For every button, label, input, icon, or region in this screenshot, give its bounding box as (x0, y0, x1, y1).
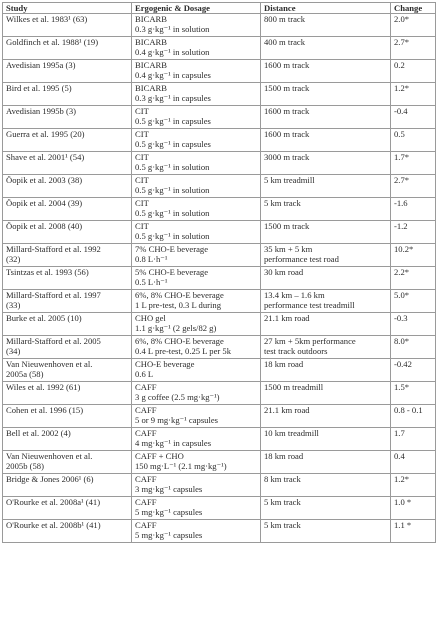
dosage-line: 0.5 g·kg⁻¹ in solution (135, 231, 210, 242)
distance-line: 5 km track (264, 198, 301, 209)
study-line: Bird et al. 1995 (5) (6, 83, 72, 94)
distance-cell (261, 106, 391, 129)
study-line: Öopik et al. 2008 (40) (6, 221, 83, 232)
dosage-line: CAFF + CHO (135, 451, 184, 462)
distance-line: 30 km road (264, 267, 304, 278)
change-cell: 5.0* (391, 290, 436, 313)
study-line: Avedisian 1995b (3) (6, 106, 77, 117)
dosage-line: 0.8 L·h⁻¹ (135, 254, 168, 265)
distance-line: 400 m track (264, 37, 306, 48)
table-row (3, 267, 436, 290)
table-row (3, 83, 436, 106)
dosage-line: 0.5 g·kg⁻¹ in solution (135, 185, 210, 196)
study-cell (3, 244, 132, 267)
change-cell: 1.2* (391, 474, 436, 497)
dosage-line: 0.4 L pre-test, 0.25 L per 5k (135, 346, 232, 357)
change-cell: 0.2 (391, 60, 436, 83)
study-line: (32) (6, 254, 21, 265)
study-cell (3, 129, 132, 152)
table-row (3, 152, 436, 175)
change-cell: 2.0* (391, 14, 436, 37)
study-cell (3, 175, 132, 198)
dosage-line: 0.5 g·kg⁻¹ in solution (135, 162, 210, 173)
table-row (3, 497, 436, 520)
distance-line: 1500 m track (264, 221, 310, 232)
distance-line: 5 km track (264, 497, 301, 508)
dosage-cell (132, 152, 261, 175)
dosage-line: 1 L pre-test, 0.3 L during (135, 300, 221, 311)
change-cell: 8.0* (391, 336, 436, 359)
dosage-line: 0.6 L (135, 369, 154, 380)
change-cell: -0.4 (391, 106, 436, 129)
change-cell: 2.7* (391, 37, 436, 60)
change-cell: 10.2* (391, 244, 436, 267)
dosage-line: CAFF (135, 520, 157, 531)
study-line: Bell et al. 2002 (4) (6, 428, 71, 439)
dosage-line: BICARB (135, 37, 167, 48)
supplement-studies-table (2, 2, 436, 543)
distance-cell (261, 14, 391, 37)
distance-cell (261, 520, 391, 543)
dosage-line: CIT (135, 198, 149, 209)
study-line: Van Nieuwenhoven et al. (6, 451, 93, 462)
dosage-line: 4 mg·kg⁻¹ in capsules (135, 438, 212, 449)
change-cell: 1.2* (391, 83, 436, 106)
distance-line: 13.4 km – 1.6 km (264, 290, 325, 301)
distance-line: performance test road (264, 254, 339, 265)
dosage-cell (132, 106, 261, 129)
dosage-line: 3 g coffee (2.5 mg·kg⁻¹) (135, 392, 220, 403)
table-row (3, 382, 436, 405)
study-cell (3, 405, 132, 428)
table-row (3, 428, 436, 451)
dosage-cell (132, 221, 261, 244)
study-cell (3, 290, 132, 313)
distance-cell (261, 336, 391, 359)
dosage-cell (132, 14, 261, 37)
study-cell (3, 359, 132, 382)
distance-line: performance test treadmill (264, 300, 355, 311)
table-row (3, 244, 436, 267)
distance-line: 10 km treadmill (264, 428, 319, 439)
dosage-line: CIT (135, 106, 149, 117)
dosage-line: 6%, 8% CHO-E beverage (135, 336, 224, 347)
dosage-line: 7% CHO-E beverage (135, 244, 209, 255)
distance-line: 27 km + 5km performance (264, 336, 356, 347)
dosage-line: CHO gel (135, 313, 166, 324)
study-cell (3, 37, 132, 60)
dosage-line: 6%, 8% CHO-E beverage (135, 290, 224, 301)
dosage-line: CIT (135, 175, 149, 186)
distance-line: 1500 m track (264, 83, 310, 94)
dosage-line: 150 mg·L⁻¹ (2.1 mg·kg⁻¹) (135, 461, 227, 472)
dosage-cell (132, 175, 261, 198)
dosage-line: CAFF (135, 405, 157, 416)
table-container (2, 2, 435, 616)
change-cell: 1.1 * (391, 520, 436, 543)
distance-line: 18 km road (264, 451, 304, 462)
table-row (3, 520, 436, 543)
study-line: Goldfinch et al. 1988¹ (19) (6, 37, 99, 48)
change-cell: 0.4 (391, 451, 436, 474)
study-cell (3, 198, 132, 221)
table-row (3, 106, 436, 129)
study-cell (3, 267, 132, 290)
study-cell (3, 152, 132, 175)
dosage-cell (132, 336, 261, 359)
dosage-cell (132, 37, 261, 60)
study-cell (3, 520, 132, 543)
dosage-cell (132, 520, 261, 543)
study-cell (3, 83, 132, 106)
distance-line: 8 km track (264, 474, 301, 485)
change-cell: 1.7 (391, 428, 436, 451)
distance-cell (261, 267, 391, 290)
distance-line: 1600 m track (264, 106, 310, 117)
study-line: (34) (6, 346, 21, 357)
table-row (3, 175, 436, 198)
table-body (3, 14, 436, 543)
dosage-line: 0.5 g·kg⁻¹ in capsules (135, 116, 211, 127)
dosage-line: 0.4 g·kg⁻¹ in solution (135, 47, 210, 58)
study-line: Burke et al. 2005 (10) (6, 313, 82, 324)
study-cell (3, 474, 132, 497)
dosage-line: CIT (135, 129, 149, 140)
study-cell (3, 14, 132, 37)
change-cell: 1.0 * (391, 497, 436, 520)
dosage-line: CAFF (135, 428, 157, 439)
dosage-line: CIT (135, 152, 149, 163)
dosage-cell (132, 290, 261, 313)
distance-cell (261, 244, 391, 267)
study-line: Avedisian 1995a (3) (6, 60, 76, 71)
table-row (3, 290, 436, 313)
table-row (3, 221, 436, 244)
dosage-cell (132, 359, 261, 382)
study-line: Tsintzas et al. 1993 (56) (6, 267, 89, 278)
distance-cell (261, 37, 391, 60)
study-line: 2005b (58) (6, 461, 44, 472)
study-cell (3, 313, 132, 336)
study-line: Öopik et al. 2003 (38) (6, 175, 83, 186)
study-line: Shave et al. 2001¹ (54) (6, 152, 85, 163)
dosage-cell (132, 267, 261, 290)
change-cell: -1.6 (391, 198, 436, 221)
dosage-line: 0.3 g·kg⁻¹ in capsules (135, 93, 211, 104)
change-cell: -1.2 (391, 221, 436, 244)
study-cell (3, 221, 132, 244)
dosage-cell (132, 60, 261, 83)
distance-line: 5 km track (264, 520, 301, 531)
distance-cell (261, 129, 391, 152)
dosage-line: 0.5 g·kg⁻¹ in solution (135, 208, 210, 219)
dosage-line: BICARB (135, 14, 167, 25)
dosage-cell (132, 497, 261, 520)
study-line: O'Rourke et al. 2008a¹ (41) (6, 497, 101, 508)
header-row (3, 3, 436, 14)
study-cell (3, 451, 132, 474)
study-line: O'Rourke et al. 2008b¹ (41) (6, 520, 101, 531)
study-line: 2005a (58) (6, 369, 44, 380)
distance-cell (261, 152, 391, 175)
dosage-cell (132, 129, 261, 152)
distance-line: 21.1 km road (264, 405, 310, 416)
distance-cell (261, 290, 391, 313)
dosage-line: 0.4 g·kg⁻¹ in capsules (135, 70, 211, 81)
study-line: Wilkes et al. 1983¹ (63) (6, 14, 88, 25)
study-cell (3, 60, 132, 83)
table-row (3, 474, 436, 497)
distance-line: 5 km treadmill (264, 175, 315, 186)
dosage-line: 0.3 g·kg⁻¹ in solution (135, 24, 210, 35)
dosage-cell (132, 244, 261, 267)
distance-cell (261, 221, 391, 244)
header-distance: Distance (261, 3, 391, 14)
change-cell: 1.7* (391, 152, 436, 175)
table-row (3, 336, 436, 359)
study-line: Guerra et al. 1995 (20) (6, 129, 85, 140)
header-study: Study (3, 3, 132, 14)
distance-cell (261, 405, 391, 428)
distance-line: 1500 m treadmill (264, 382, 324, 393)
study-line: Bridge & Jones 2006¹ (6) (6, 474, 94, 485)
table-row (3, 198, 436, 221)
distance-cell (261, 451, 391, 474)
dosage-line: 3 mg·kg⁻¹ capsules (135, 484, 203, 495)
distance-line: 800 m track (264, 14, 306, 25)
study-cell (3, 336, 132, 359)
table-row (3, 37, 436, 60)
distance-cell (261, 428, 391, 451)
study-line: Millard-Stafford et al. 1992 (6, 244, 101, 255)
distance-line: 3000 m track (264, 152, 310, 163)
table-row (3, 60, 436, 83)
distance-line: 35 km + 5 km (264, 244, 313, 255)
distance-line: test track outdoors (264, 346, 328, 357)
dosage-line: CHO-E beverage (135, 359, 195, 370)
dosage-line: CAFF (135, 474, 157, 485)
dosage-line: BICARB (135, 83, 167, 94)
dosage-cell (132, 382, 261, 405)
dosage-line: 5% CHO-E beverage (135, 267, 209, 278)
dosage-cell (132, 405, 261, 428)
dosage-line: 5 mg·kg⁻¹ capsules (135, 507, 203, 518)
dosage-line: BICARB (135, 60, 167, 71)
change-cell: 2.7* (391, 175, 436, 198)
table-row (3, 14, 436, 37)
dosage-cell (132, 451, 261, 474)
study-line: (33) (6, 300, 21, 311)
change-cell: -0.3 (391, 313, 436, 336)
table-row (3, 129, 436, 152)
distance-cell (261, 198, 391, 221)
change-cell: 0.5 (391, 129, 436, 152)
distance-line: 1600 m track (264, 129, 310, 140)
distance-line: 1600 m track (264, 60, 310, 71)
header-change: Change (391, 3, 436, 14)
dosage-line: CAFF (135, 497, 157, 508)
dosage-line: CAFF (135, 382, 157, 393)
study-line: Millard-Stafford et al. 1997 (6, 290, 101, 301)
study-line: Cohen et al. 1996 (15) (6, 405, 84, 416)
study-cell (3, 382, 132, 405)
dosage-cell (132, 474, 261, 497)
dosage-cell (132, 198, 261, 221)
change-cell: 2.2* (391, 267, 436, 290)
dosage-line: 5 mg·kg⁻¹ capsules (135, 530, 203, 541)
table-row (3, 451, 436, 474)
table-row (3, 359, 436, 382)
distance-cell (261, 497, 391, 520)
distance-cell (261, 60, 391, 83)
study-line: Wiles et al. 1992 (61) (6, 382, 81, 393)
dosage-line: 1.1 g·kg⁻¹ (2 gels/82 g) (135, 323, 217, 334)
study-cell (3, 428, 132, 451)
change-cell: -0.42 (391, 359, 436, 382)
dosage-line: 0.5 g·kg⁻¹ in capsules (135, 139, 211, 150)
header-dosage: Ergogenic & Dosage (132, 3, 261, 14)
dosage-line: CIT (135, 221, 149, 232)
study-line: Van Nieuwenhoven et al. (6, 359, 93, 370)
dosage-cell (132, 428, 261, 451)
distance-cell (261, 382, 391, 405)
change-cell: 0.8 - 0.1 (391, 405, 436, 428)
study-cell (3, 106, 132, 129)
distance-line: 21.1 km road (264, 313, 310, 324)
table-row (3, 405, 436, 428)
dosage-line: 5 or 9 mg·kg⁻¹ capsules (135, 415, 219, 426)
distance-cell (261, 83, 391, 106)
dosage-line: 0.5 L·h⁻¹ (135, 277, 168, 288)
dosage-cell (132, 83, 261, 106)
table-row (3, 313, 436, 336)
study-line: Öopik et al. 2004 (39) (6, 198, 83, 209)
distance-cell (261, 175, 391, 198)
distance-cell (261, 474, 391, 497)
change-cell: 1.5* (391, 382, 436, 405)
distance-cell (261, 359, 391, 382)
distance-line: 18 km road (264, 359, 304, 370)
dosage-cell (132, 313, 261, 336)
study-line: Millard-Stafford et al. 2005 (6, 336, 101, 347)
study-cell (3, 497, 132, 520)
distance-cell (261, 313, 391, 336)
